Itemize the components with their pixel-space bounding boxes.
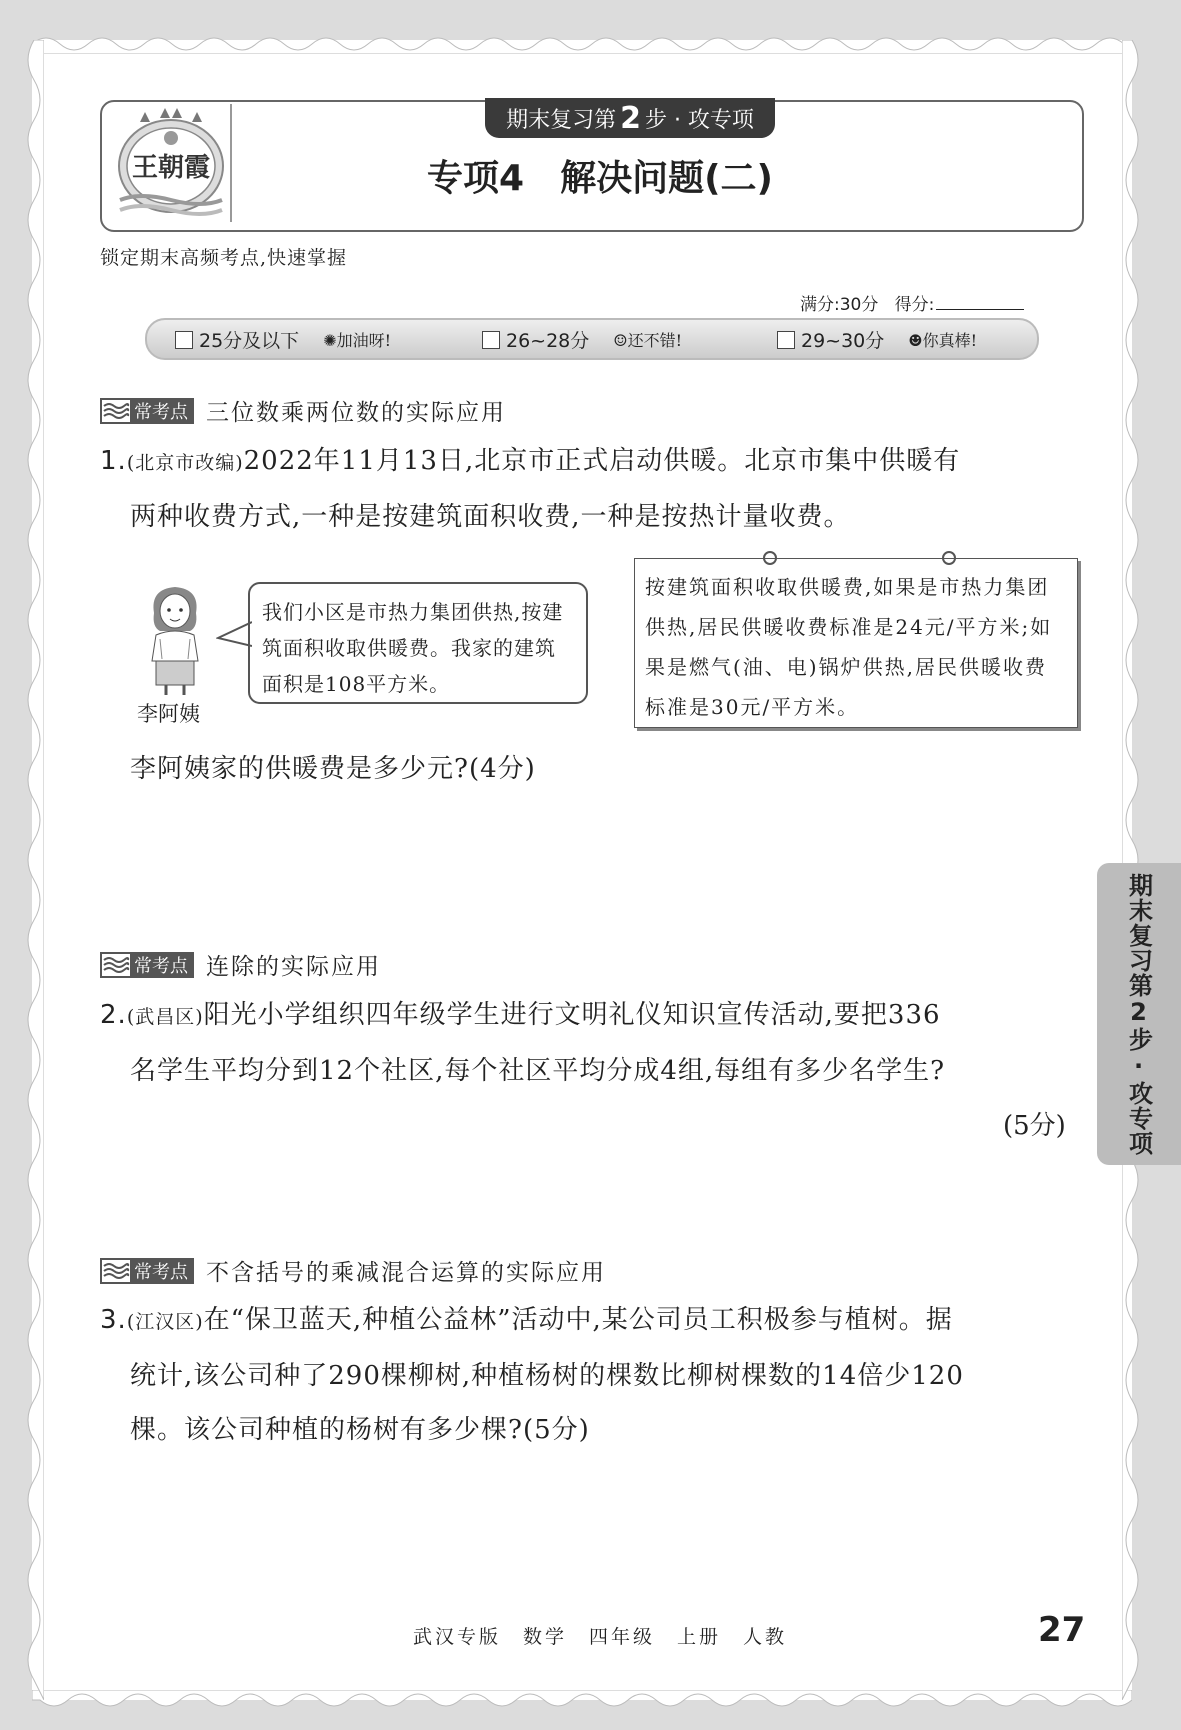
logo-divider	[230, 104, 232, 222]
rating-message: 加油呀!	[336, 331, 392, 350]
question-2	[100, 988, 1080, 1098]
tag-label: 常考点	[134, 955, 188, 977]
info-note: 按建筑面积收取供暖费,如果是市热力集团供热,居民供暖收费标准是24元/平方米;如果是燃气(油、电)锅炉供热,居民供暖收费标准是30元/平方米。	[634, 558, 1078, 728]
brand-logo	[110, 104, 232, 222]
waves-icon	[102, 400, 130, 422]
rating-checkbox[interactable]	[175, 331, 193, 349]
question-text: 李阿姨家的供暖费是多少元?(4分)	[130, 754, 536, 784]
girl-illustration	[140, 583, 210, 695]
page-title: 专项4 解决问题(二)	[427, 158, 773, 199]
question-text: 在“保卫蓝天,种植公益林”活动中,某公司员工积极参与植树。据	[203, 1305, 953, 1335]
section-title: 不含括号的乘减混合运算的实际应用	[206, 1260, 606, 1286]
rating-option	[482, 326, 682, 353]
smile-icon: ☺	[613, 331, 628, 350]
tag-label: 常考点	[134, 401, 188, 423]
key-point-tag	[100, 952, 194, 978]
question-1	[100, 434, 1080, 544]
step-number: 2	[620, 100, 641, 136]
wavy-border-bottom	[32, 1690, 1132, 1714]
rating-checkbox[interactable]	[482, 331, 500, 349]
rating-range: 25分及以下	[199, 330, 300, 352]
person-label: 李阿姨	[137, 702, 200, 726]
question-number: 2.	[100, 1000, 127, 1030]
rating-bar	[145, 318, 1039, 360]
step-tab-prefix: 期末复习第	[506, 107, 617, 133]
full-score: 满分:30分	[800, 295, 879, 315]
key-point-tag	[100, 398, 194, 424]
wavy-border-left	[20, 40, 44, 1700]
question-source: (江汉区)	[126, 1311, 204, 1333]
tag-label: 常考点	[134, 1261, 188, 1283]
step-tab-suffix: 步 · 攻专项	[644, 107, 754, 133]
question-3	[100, 1293, 1080, 1457]
rating-range: 29~30分	[801, 330, 885, 352]
rating-message: 你真棒!	[922, 331, 978, 350]
question-1-ask	[100, 742, 1080, 796]
score-blank[interactable]	[936, 309, 1024, 310]
rating-option	[777, 326, 977, 353]
question-source: (武昌区)	[126, 1006, 204, 1028]
step-tab	[485, 98, 775, 138]
question-text: 2022年11月13日,北京市正式启动供暖。北京市集中供暖有	[243, 446, 961, 476]
speech-bubble-tail	[216, 620, 252, 650]
rating-range: 26~28分	[506, 330, 590, 352]
question-points: (5分)	[1003, 1111, 1066, 1141]
speech-bubble: 我们小区是市热力集团供热,按建筑面积收取供暖费。我家的建筑面积是108平方米。	[248, 582, 588, 704]
rating-checkbox[interactable]	[777, 331, 795, 349]
section-title: 三位数乘两位数的实际应用	[206, 400, 506, 426]
score-label: 得分:	[894, 295, 935, 315]
question-source: (北京市改编)	[126, 452, 244, 474]
rating-message: 还不错!	[627, 331, 683, 350]
subtitle: 锁定期末高频考点,快速掌握	[100, 247, 348, 269]
section-header	[100, 948, 381, 981]
svg-text:王朝霞: 王朝霞	[131, 153, 211, 183]
question-number: 3.	[100, 1305, 127, 1335]
thumbs-up-icon: ☻	[908, 331, 923, 350]
question-number: 1.	[100, 446, 127, 476]
section-title: 连除的实际应用	[206, 954, 381, 980]
waves-icon	[102, 1260, 130, 1282]
question-text: 棵。该公司种植的杨树有多少棵?(5分)	[130, 1415, 590, 1445]
wavy-border-top	[32, 30, 1132, 54]
question-text: 阳光小学组织四年级学生进行文明礼仪知识宣传活动,要把336	[203, 1000, 941, 1030]
page-number: 27	[1038, 1610, 1086, 1650]
side-tab: 期末复习第2步·攻专项	[1097, 863, 1181, 1165]
section-header	[100, 394, 506, 427]
key-point-tag	[100, 1258, 194, 1284]
score-area	[800, 290, 1024, 315]
waves-icon	[102, 954, 130, 976]
section-header	[100, 1254, 606, 1287]
footer-text: 武汉专版 数学 四年级 上册 人教	[413, 1626, 788, 1648]
question-text: 两种收费方式,一种是按建筑面积收费,一种是按热计量收费。	[130, 502, 851, 532]
rating-option	[175, 326, 391, 353]
question-text: 统计,该公司种了290棵柳树,种植杨树的棵数比柳树棵数的14倍少120	[130, 1361, 964, 1391]
question-text: 名学生平均分到12个社区,每个社区平均分成4组,每组有多少名学生?	[130, 1056, 946, 1086]
cheer-icon: ✺	[323, 331, 337, 350]
